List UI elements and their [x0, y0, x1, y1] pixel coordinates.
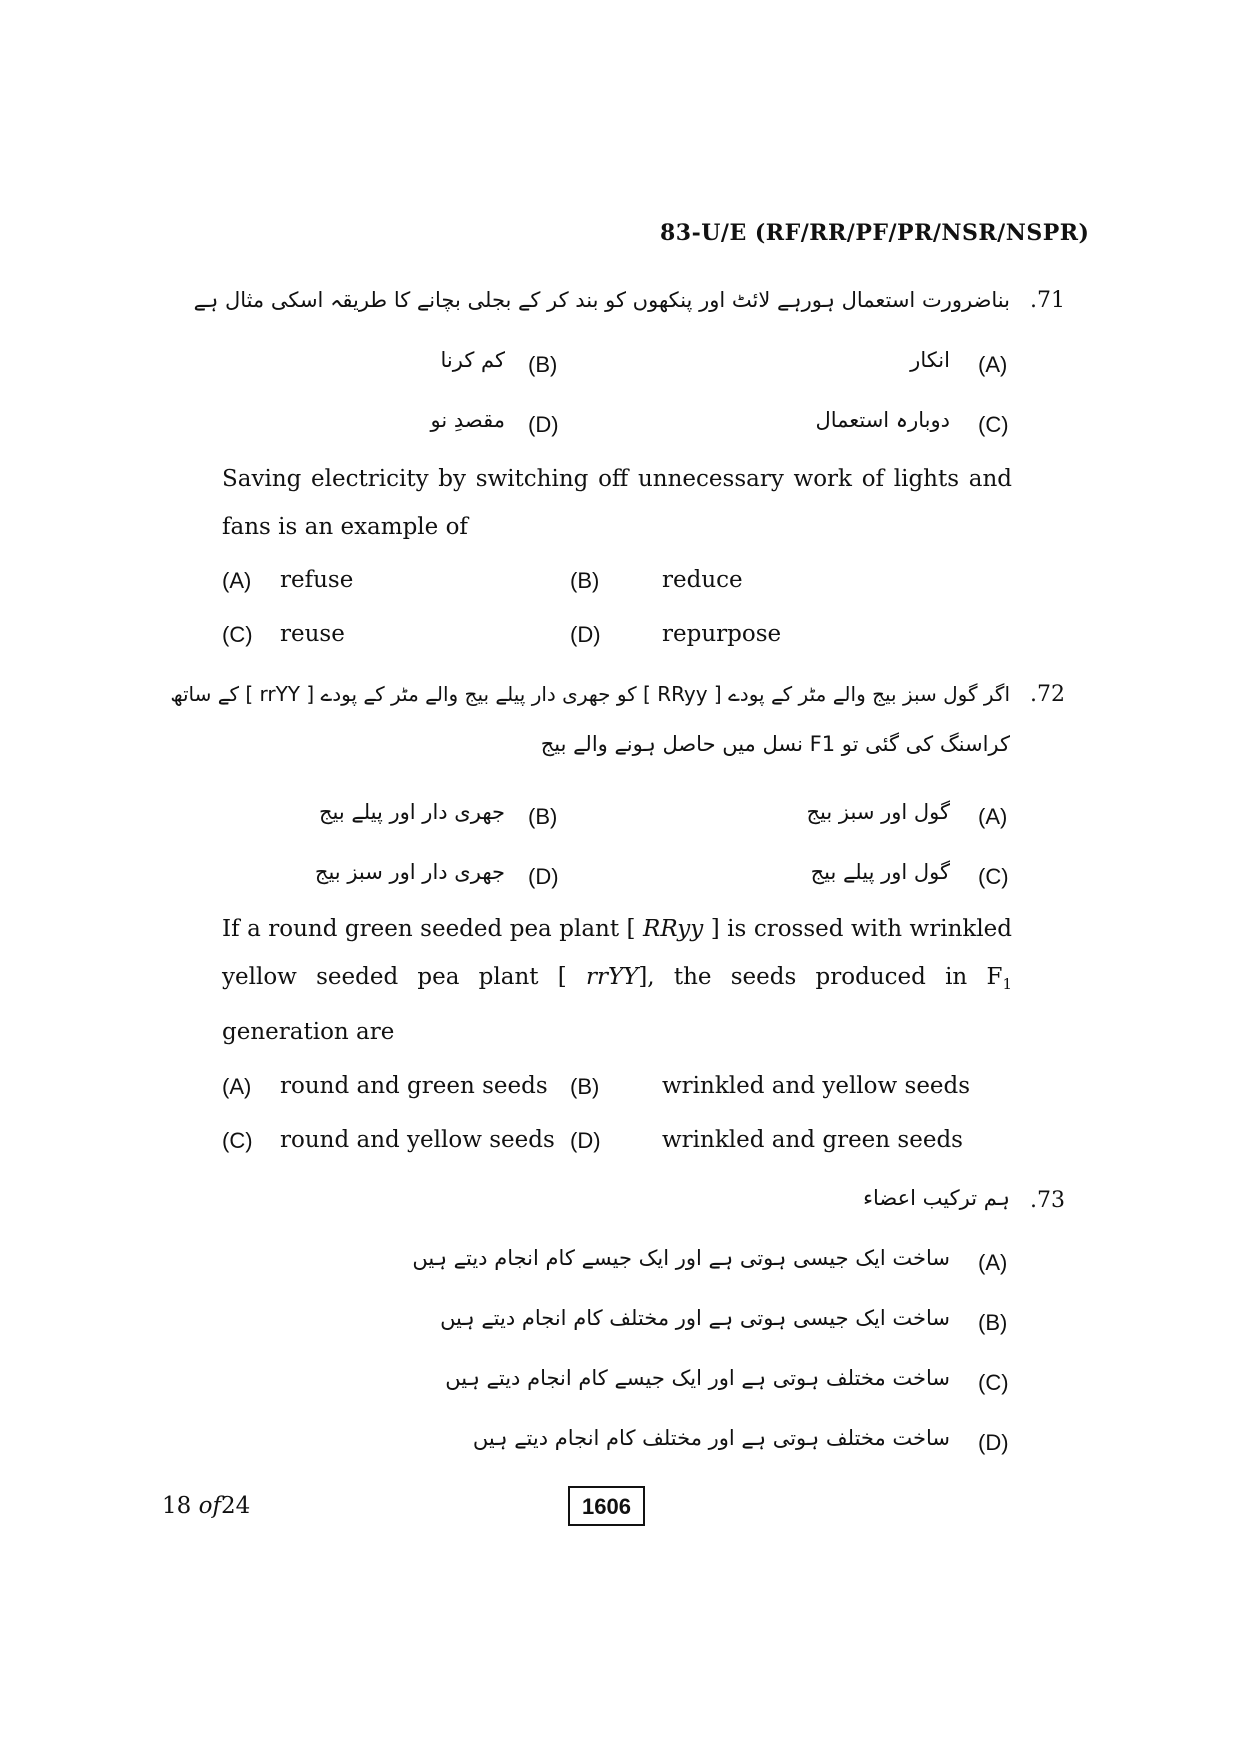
q71-urdu-option-d: مقصدِ نو — [430, 408, 505, 432]
q71-label-b: (B) — [570, 568, 600, 593]
q73-label-b: (B) — [978, 1310, 1008, 1335]
q72-english-part4: generation are — [222, 1019, 395, 1045]
q71-option-b: reduce — [662, 567, 743, 593]
page-number-current: 18 — [162, 1493, 192, 1519]
q72-label-c: (C) — [222, 1128, 253, 1153]
q71-urdu-label-b: (B) — [528, 352, 558, 377]
q72-genotype-rryy: RRyy — [643, 916, 704, 942]
q73-option-d: ساخت مختلف ہوتی ہے اور مختلف کام انجام دیتے ہیں — [472, 1426, 950, 1450]
q72-option-d: wrinkled and green seeds — [662, 1127, 963, 1153]
booklet-code-box: 1606 — [568, 1486, 645, 1526]
q71-urdu-label-a: (A) — [978, 352, 1008, 377]
q72-urdu-option-d: جھری دار اور سبز بیج — [314, 860, 505, 884]
q72-urdu-line1: اگر گول سبز بیج والے مٹر کے پودے [ RRyy ] کو جھری دار پیلے بیج والے مٹر کے پودے [ rrYY ] کے ساتھ — [170, 682, 1010, 706]
q72-english-part2: ] is crossed with wrinkled yellow seeded pea plant [ — [222, 916, 1013, 990]
q71-urdu-option-b: کم کرنا — [440, 348, 505, 372]
q73-option-b: ساخت ایک جیسی ہوتی ہے اور مختلف کام انجام دیتے ہیں — [440, 1306, 950, 1330]
q72-option-b: wrinkled and yellow seeds — [662, 1073, 971, 1099]
q73-urdu-text: ہم ترکیب اعضاء — [863, 1186, 1010, 1210]
q72-label-d: (D) — [570, 1128, 601, 1153]
q71-number: .71 — [1030, 288, 1065, 313]
q73-number: .73 — [1030, 1188, 1065, 1213]
q73-option-c: ساخت مختلف ہوتی ہے اور ایک جیسے کام انجام دیتے ہیں — [445, 1366, 950, 1390]
q72-subscript: 1 — [1002, 975, 1012, 993]
q72-urdu-option-c: گول اور پیلے بیج — [810, 860, 950, 884]
q72-urdu-label-b: (B) — [528, 804, 558, 829]
q72-urdu-label-c: (C) — [978, 864, 1009, 889]
q73-label-a: (A) — [978, 1250, 1008, 1275]
page-number — [162, 1493, 250, 1519]
q71-urdu-label-d: (D) — [528, 412, 559, 437]
q71-option-d: repurpose — [662, 621, 782, 647]
q72-urdu-option-a: گول اور سبز بیج — [806, 800, 950, 824]
q71-urdu-label-c: (C) — [978, 412, 1009, 437]
q71-label-d: (D) — [570, 622, 601, 647]
q72-urdu-option-b: جھری دار اور پیلے بیج — [318, 800, 505, 824]
q72-english-part3: ], the seeds produced in F — [638, 964, 1003, 990]
q72-english-part1: If a round green seeded pea plant [ — [222, 916, 636, 942]
paper-code: 83-U/E (RF/RR/PF/PR/NSR/NSPR) — [660, 220, 1090, 246]
q71-option-c: reuse — [280, 621, 345, 647]
q72-number: .72 — [1030, 682, 1065, 707]
q72-option-a: round and green seeds — [280, 1073, 548, 1099]
q72-label-b: (B) — [570, 1074, 600, 1099]
q73-label-c: (C) — [978, 1370, 1009, 1395]
page-number-total: 24 — [220, 1493, 251, 1519]
q73-option-a: ساخت ایک جیسی ہوتی ہے اور ایک جیسے کام انجام دیتے ہیں — [412, 1246, 950, 1270]
page-number-of: of — [198, 1493, 221, 1519]
q72-english-text — [222, 905, 1012, 1056]
q71-urdu-text: بناضرورت استعمال ہورہے لائٹ اور پنکھوں کو بند کر کے بجلی بچانے کا طریقہ اسکی مثال ہے — [193, 288, 1010, 312]
q71-label-a: (A) — [222, 568, 252, 593]
q71-urdu-option-a: انکار — [910, 348, 950, 372]
q71-english-text: Saving electricity by switching off unnecessary work of lights and fans is an example of — [222, 466, 1012, 540]
q72-genotype-rryy-wrinkled: rrYY — [585, 964, 639, 990]
q71-label-c: (C) — [222, 622, 253, 647]
q71-urdu-option-c: دوبارہ استعمال — [815, 408, 950, 432]
q72-urdu-label-d: (D) — [528, 864, 559, 889]
q71-option-a: refuse — [280, 567, 354, 593]
q72-urdu-line2: کراسنگ کی گئی تو F1 نسل میں حاصل ہونے والے بیج — [540, 732, 1010, 756]
q73-label-d: (D) — [978, 1430, 1009, 1455]
q72-label-a: (A) — [222, 1074, 252, 1099]
q72-urdu-label-a: (A) — [978, 804, 1008, 829]
q72-option-c: round and yellow seeds — [280, 1127, 555, 1153]
